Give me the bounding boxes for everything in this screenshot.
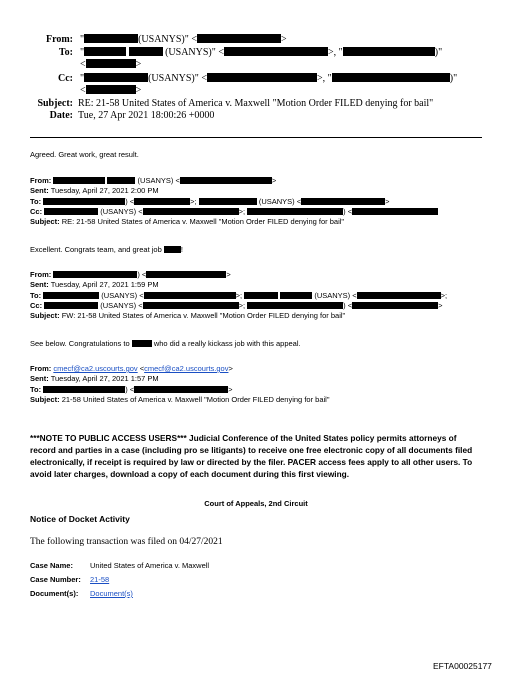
- redaction: [247, 208, 343, 215]
- from-label: From:: [30, 176, 52, 185]
- date-value: Tue, 27 Apr 2021 18:00:26 +0000: [78, 110, 215, 121]
- cc-value: (USANYS)" <: [148, 73, 207, 84]
- from-row: " (USANYS)" < >: [80, 34, 287, 45]
- case-number-row: [30, 575, 109, 584]
- message-2-header: From: ) < > Sent: Tuesday, April 27, 2021 1:59 PM To: (USANYS) < >; (USANYS) < >; Cc: (USANYS) < >; ) < > Subject: FW: 21-58 United States of America v. Maxwell "Motion Order FILED denying for bail": [30, 270, 448, 321]
- message-1-text: Excellent. Congrats team, and great job: [30, 245, 162, 254]
- redaction: [53, 271, 137, 278]
- case-name-label: Case Name:: [30, 561, 73, 570]
- subject-value: RE: 21-58 United States of America v. Maxwell "Motion Order FILED denying for bail": [61, 217, 345, 227]
- to-label: To:: [30, 290, 42, 300]
- redaction: [197, 34, 281, 43]
- from-value: (USANYS)" <: [138, 34, 197, 45]
- redaction: [107, 177, 135, 184]
- to-row: " (USANYS)" < >, " )": [80, 47, 443, 58]
- from-label: From:: [30, 270, 52, 279]
- redaction: [43, 386, 125, 393]
- public-access-notice: ***NOTE TO PUBLIC ACCESS USERS*** Judicial Conference of the United States policy permits attorneys of record and parties in a case (including pro se litigants) to receive one free electronic copy of all documents filed electronically, if receipt is required by law or directed by the filer. PACER access fees apply to all other users. To avoid later charges, download a copy of each document during this first viewing.: [30, 433, 473, 479]
- redaction: [199, 198, 257, 205]
- redaction: [352, 208, 438, 215]
- redaction: [164, 246, 181, 253]
- redaction: [134, 198, 190, 205]
- documents-link[interactable]: Document(s): [90, 589, 133, 598]
- date-label: Date:: [49, 110, 73, 121]
- subject-label: Subject:: [30, 394, 60, 404]
- message-3-header: From: cmecf@ca2.uscourts.gov <cmecf@ca2.uscourts.gov> Sent: Tuesday, April 27, 2021 1:57 PM To: ) < > Subject: 21-58 United States of America v. Maxwell "Motion Order FILED denying for bail": [30, 364, 330, 404]
- redaction: [280, 292, 312, 299]
- documents-label: Document(s):: [30, 589, 79, 598]
- cc-row-cont: < >: [80, 85, 142, 96]
- from-label: From:: [45, 34, 73, 45]
- documents-row: [30, 589, 133, 598]
- message-1-body: Excellent. Congrats team, and great job !: [30, 245, 183, 254]
- sent-label: Sent:: [30, 186, 49, 196]
- case-number-label: Case Number:: [30, 575, 81, 584]
- message-2-body: [30, 339, 490, 349]
- sent-value: Tuesday, April 27, 2021 1:57 PM: [50, 374, 159, 384]
- redaction: [44, 302, 98, 309]
- sent-label: Sent:: [30, 280, 49, 290]
- subject-label: Subject:: [37, 98, 73, 109]
- redaction: [343, 47, 435, 56]
- redaction: [86, 59, 136, 68]
- redaction: [143, 302, 239, 309]
- court-name: Court of Appeals, 2nd Circuit: [204, 499, 308, 508]
- subject-value: FW: 21-58 United States of America v. Maxwell "Motion Order FILED denying for bail": [61, 311, 346, 321]
- redaction: [207, 73, 317, 82]
- redaction: [86, 85, 136, 94]
- redaction: [84, 47, 126, 56]
- sent-value: Tuesday, April 27, 2021 2:00 PM: [50, 186, 159, 196]
- redaction: [84, 34, 138, 43]
- subject-label: Subject:: [30, 311, 60, 321]
- redaction: [144, 292, 236, 299]
- from-email-link[interactable]: cmecf@ca2.uscourts.gov: [53, 364, 138, 373]
- from-value: (USANYS) <: [137, 176, 180, 185]
- sent-label: Sent:: [30, 374, 49, 384]
- redaction: [129, 47, 163, 56]
- redaction: [332, 73, 450, 82]
- cc-label: Cc:: [30, 206, 43, 216]
- redaction: [352, 302, 438, 309]
- redaction: [146, 271, 226, 278]
- redaction: [224, 47, 328, 56]
- cc-row: " (USANYS)" < >, " )": [80, 73, 458, 84]
- document-id: EFTA00025177: [433, 661, 492, 671]
- cc-label: Cc:: [58, 73, 73, 84]
- transaction-line: The following transaction was filed on 04/27/2021: [30, 537, 223, 547]
- redaction: [301, 198, 385, 205]
- header-divider: [30, 137, 482, 138]
- message-2-text-b: who did a really kickass job with this appeal.: [153, 339, 301, 348]
- subject-label: Subject:: [30, 217, 60, 227]
- redaction: [44, 208, 98, 215]
- to-label: To:: [30, 384, 42, 394]
- redaction: [43, 292, 99, 299]
- docket-title: Notice of Docket Activity: [30, 514, 130, 524]
- to-value: (USANYS)" <: [165, 47, 224, 58]
- to-label: To:: [30, 196, 42, 206]
- case-number-link[interactable]: 21-58: [90, 575, 110, 584]
- redaction: [84, 73, 148, 82]
- cc-label: Cc:: [30, 300, 43, 310]
- redaction: [357, 292, 441, 299]
- redaction: [53, 177, 105, 184]
- subject-value: 21-58 United States of America v. Maxwell "Motion Order FILED denying for bail": [61, 394, 330, 404]
- from-label: From:: [30, 364, 52, 373]
- message-1-header: From: (USANYS) < > Sent: Tuesday, April 27, 2021 2:00 PM To: ) < >; (USANYS) < > Cc: (USANYS) < >; ) < Subject: RE: 21-58 United States of America v. Maxwell "Motion Order FILED denying for bail": [30, 176, 490, 227]
- redaction: [247, 302, 343, 309]
- case-name-value: United States of America v. Maxwell: [90, 561, 210, 570]
- redaction: [132, 340, 152, 347]
- reply-body: Agreed. Great work, great result.: [30, 150, 139, 159]
- case-name-row: [30, 561, 209, 570]
- message-2-text-a: See below. Congratulations to: [30, 339, 130, 348]
- redaction: [244, 292, 278, 299]
- redaction: [180, 177, 272, 184]
- sent-value: Tuesday, April 27, 2021 1:59 PM: [50, 280, 159, 290]
- redaction: [143, 208, 239, 215]
- redaction: [134, 386, 228, 393]
- to-label: To:: [58, 47, 73, 58]
- from-email-link-2[interactable]: cmecf@ca2.uscourts.gov: [144, 364, 229, 373]
- to-row-cont: < >: [80, 59, 142, 70]
- redaction: [43, 198, 125, 205]
- subject-value: RE: 21-58 United States of America v. Maxwell "Motion Order FILED denying for bail": [78, 98, 434, 109]
